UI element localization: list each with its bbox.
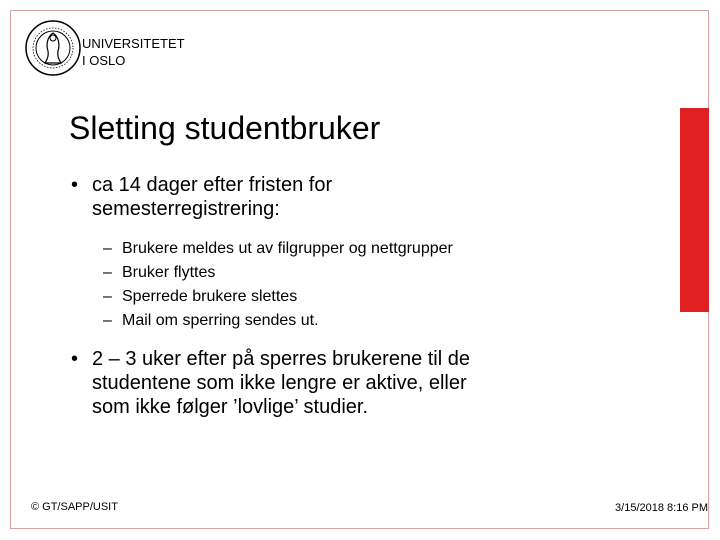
footer-datetime: 3/15/2018 8:16 PM — [615, 502, 708, 514]
sub-item-2 — [71, 261, 671, 285]
sub-item-1 — [71, 237, 671, 261]
sub-item-1-text: Brukere meldes ut av filgrupper og nettgrupper — [122, 240, 453, 257]
dash-marker: – — [103, 240, 112, 257]
dash-marker: – — [103, 312, 112, 329]
bullet-list — [71, 173, 671, 419]
bullet-item-2 — [71, 347, 671, 419]
bullet-item-1 — [71, 173, 671, 221]
accent-bar — [680, 108, 709, 312]
sub-item-3 — [71, 285, 671, 309]
sub-item-4-text: Mail om sperring sendes ut. — [122, 312, 319, 329]
bullet-1-line-2: semesterregistrering: — [92, 198, 280, 220]
sub-item-4 — [71, 309, 671, 333]
sub-item-3-text: Sperrede brukere slettes — [122, 288, 298, 305]
university-name-line1: UNIVERSITETET — [82, 36, 185, 51]
bullet-2-line-2: studentene som ikke lengre er aktive, eller — [92, 372, 467, 394]
university-name — [82, 35, 185, 69]
university-name-line2: I OSLO — [82, 53, 126, 68]
bullet-1-line-1: ca 14 dager efter fristen for — [92, 174, 333, 196]
dash-marker: – — [103, 288, 112, 305]
university-seal-logo — [24, 19, 82, 77]
bullet-2-line-1: 2 – 3 uker efter på sperres brukerene til de — [92, 348, 470, 370]
slide-title: Sletting studentbruker — [69, 110, 381, 146]
bullet-marker: • — [71, 348, 79, 370]
dash-marker: – — [103, 264, 112, 281]
bullet-2-line-3: som ikke følger ’lovlige’ studier. — [92, 396, 369, 418]
sub-item-2-text: Bruker flyttes — [122, 264, 216, 281]
bullet-marker: • — [71, 174, 79, 196]
footer-copyright: © GT/SAPP/USIT — [31, 501, 118, 513]
